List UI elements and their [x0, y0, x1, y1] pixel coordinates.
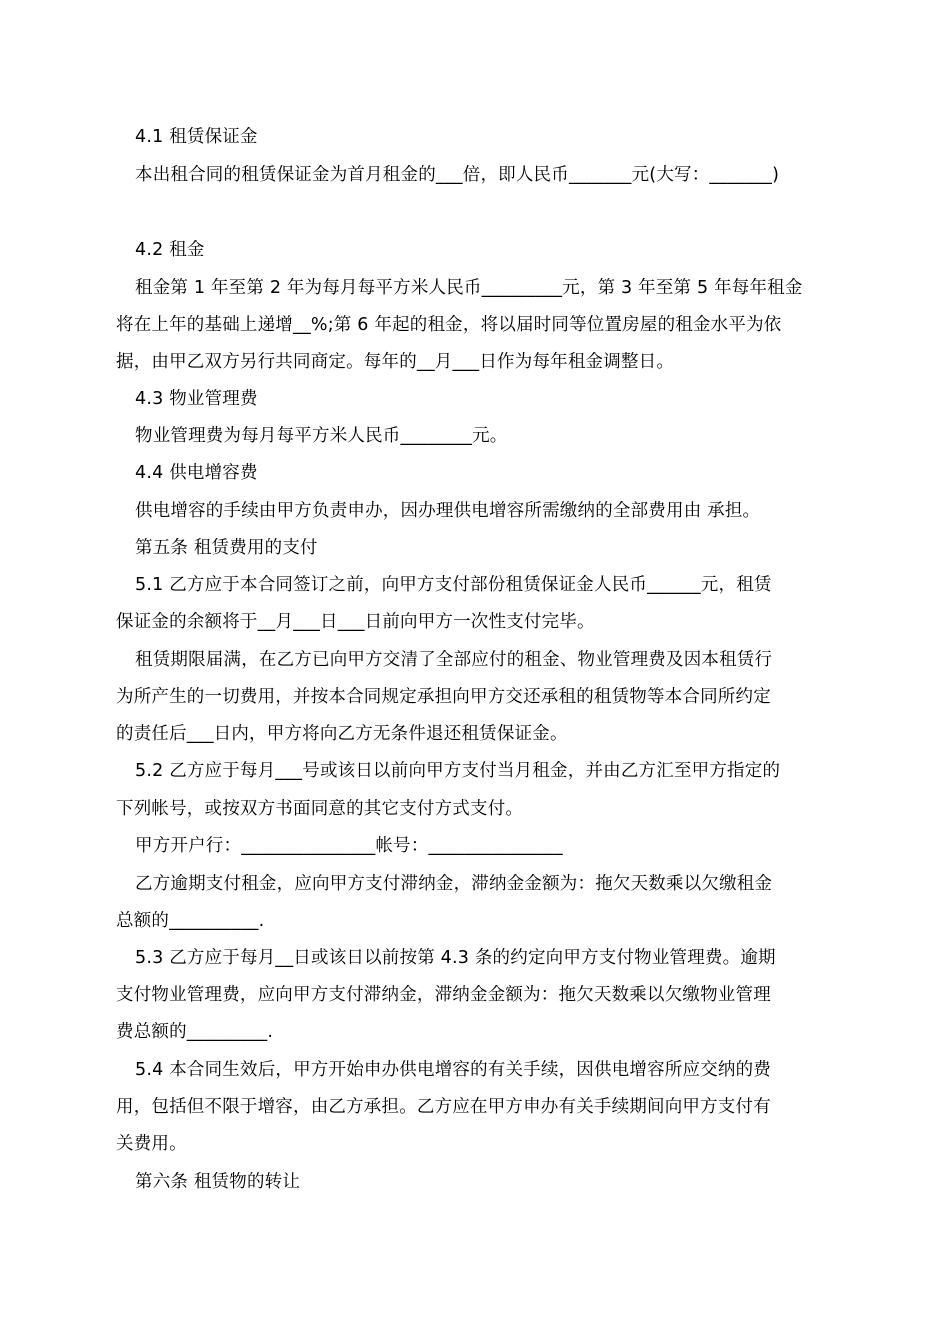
paragraph-line: 供电增容的手续由甲方负责申办，因办理供电增容所需缴纳的全部费用由 承担。 [135, 501, 761, 521]
paragraph-line: 支付物业管理费，应向甲方支付滞纳金，滞纳金金额为：拖欠天数乘以欠缴物业管理 [116, 985, 771, 1005]
paragraph-line: 为所产生的一切费用，并按本合同规定承担向甲方交还承租的租赁物等本合同所约定 [116, 687, 771, 707]
paragraph-line: 的责任后___日内，甲方将向乙方无条件退还租赁保证金。 [116, 724, 568, 744]
section-heading-4-1: 4.1 租赁保证金 [135, 127, 258, 147]
bank-account-line: 甲方开户行：_______________帐号：_______________ [135, 836, 563, 856]
paragraph-line: 租赁期限届满，在乙方已向甲方交清了全部应付的租金、物业管理费及因本租赁行 [135, 650, 773, 670]
paragraph-line: 下列帐号，或按双方书面同意的其它支付方式支付。 [116, 799, 524, 819]
paragraph-line: 关费用。 [116, 1134, 187, 1154]
section-heading-4-4: 4.4 供电增容费 [135, 463, 258, 483]
paragraph-line: 5.2 乙方应于每月___号或该日以前向甲方支付当月租金，并由乙方汇至甲方指定的 [135, 761, 781, 781]
paragraph-line: 保证金的余额将于__月___日___日前向甲方一次性支付完毕。 [116, 612, 595, 632]
paragraph-line: 本出租合同的租赁保证金为首月租金的___倍，即人民币_______元(大写：_______) [135, 165, 780, 185]
paragraph-line: 乙方逾期支付租金，应向甲方支付滞纳金，滞纳金金额为：拖欠天数乘以欠缴租金 [135, 874, 773, 894]
paragraph-line: 5.3 乙方应于每月__日或该日以前按第 4.3 条的约定向甲方支付物业管理费。逾期 [135, 948, 776, 968]
article-heading-6: 第六条 租赁物的转让 [135, 1172, 301, 1192]
paragraph-line: 总额的__________. [116, 911, 265, 931]
paragraph-line: 将在上年的基础上递增__%;第 6 年起的租金，将以届时同等位置房屋的租金水平为依 [116, 315, 782, 335]
paragraph-line: 5.4 本合同生效后，甲方开始申办供电增容的有关手续，因供电增容所应交纳的费 [135, 1060, 771, 1080]
paragraph-line: 租金第 1 年至第 2 年为每月每平方米人民币_________元，第 3 年至第 5 年每年租金 [135, 278, 803, 298]
article-heading-5: 第五条 租赁费用的支付 [135, 538, 318, 558]
paragraph-line: 费总额的_________. [116, 1022, 274, 1042]
paragraph-line: 5.1 乙方应于本合同签订之前，向甲方支付部份租赁保证金人民币______元，租赁 [135, 575, 772, 595]
paragraph-line: 据，由甲乙双方另行共同商定。每年的__月___日作为每年租金调整日。 [116, 352, 675, 372]
section-heading-4-2: 4.2 租金 [135, 240, 205, 260]
paragraph-line: 用，包括但不限于增容，由乙方承担。乙方应在甲方申办有关手续期间向甲方支付有 [116, 1097, 771, 1117]
paragraph-line: 物业管理费为每月每平方米人民币________元。 [135, 426, 508, 446]
section-heading-4-3: 4.3 物业管理费 [135, 389, 258, 409]
